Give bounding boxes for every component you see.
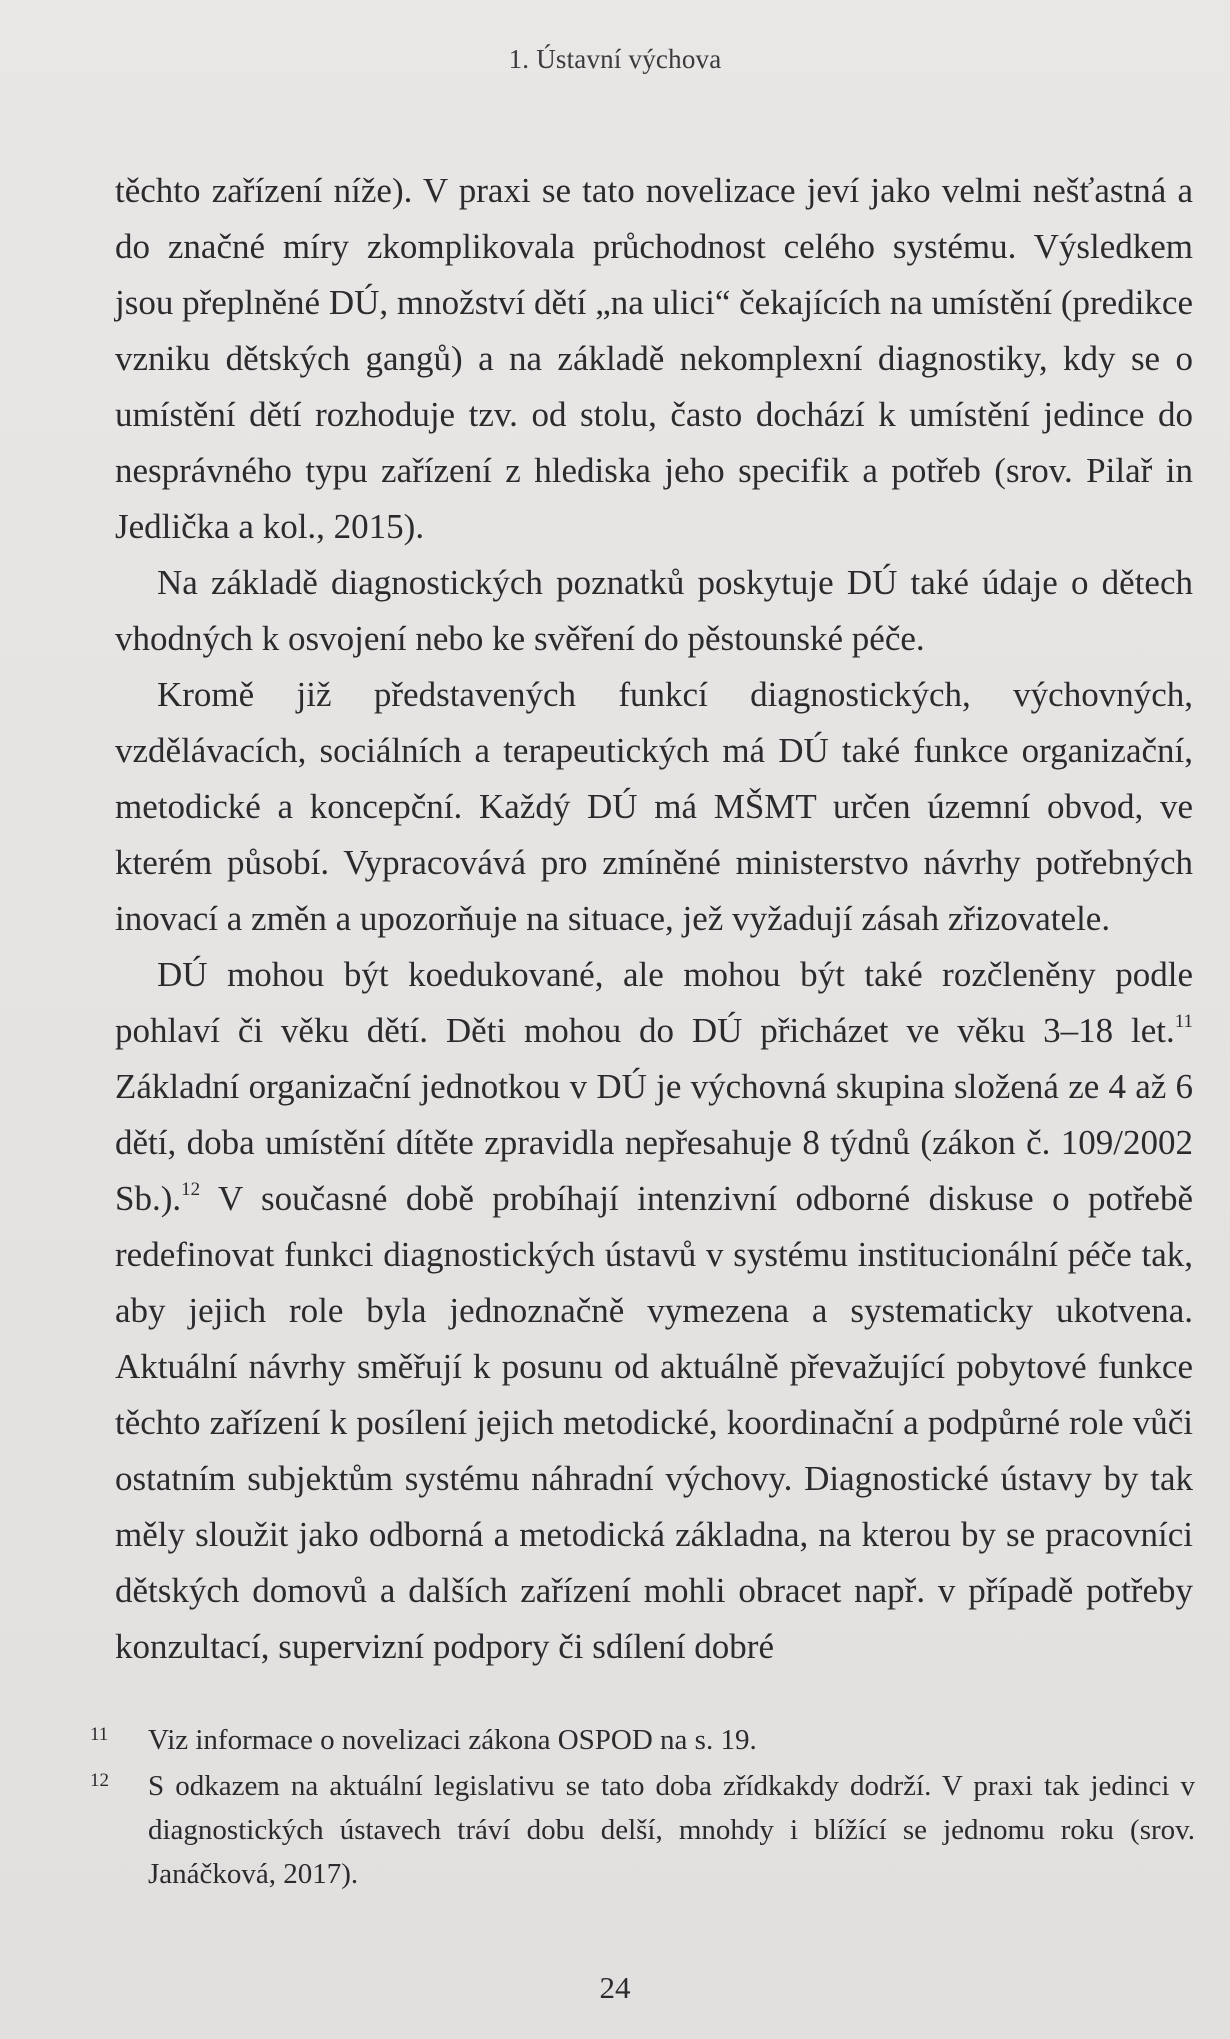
main-text [115, 163, 1193, 1675]
page-number: 24 [599, 1970, 631, 2005]
paragraph-1: těchto zařízení níže). V praxi se tato novelizace jeví jako velmi nešťastná a do značné míry zkomplikovala průchodnost celého systému. Výsledkem jsou přeplněné DÚ, množství dětí „na ulici“ čekajících na umístění (predikce vzniku dětských gangů) a na základě nekomplexní diagnostiky, kdy se o umístění dětí rozhoduje tzv. od stolu, často dochází k umístění jedince do nesprávného typu zařízení z hlediska jeho specifik a potřeb (srov. Pilař in Jedlička a kol., 2015). [115, 171, 1193, 546]
footnote-ref-12: 12 [181, 1179, 201, 1201]
paragraph-4 [115, 947, 1193, 1675]
paragraph-2: Na základě diagnostických poznatků poskytuje DÚ také údaje o dětech vhodných k osvojení nebo ke svěření do pěstounské péče. [115, 563, 1193, 658]
footnote-ref-11: 11 [1174, 1011, 1193, 1033]
footnote-number: 11 [90, 1724, 109, 1745]
paragraph-4-part-c: V současné době probíhají intenzivní odborné diskuse o potřebě redefinovat funkci diagnostických ústavů v systému institucionální péče tak, aby jejich role byla jednoznačně vymezena a systematicky ukotvena. Aktuální návrhy směřují k posunu od aktuálně převažující pobytové funkce těchto zařízení k posílení jejich metodické, koordinační a podpůrné role vůči ostatním subjektům systému náhradní výchovy. Diagnostické ústavy by tak měly sloužit jako odborná a metodická základna, na kterou by se pracovníci dětských domovů a dalších zařízení mohli obracet např. v případě potřeby konzultací, supervizní podpory či sdílení dobré [115, 1179, 1193, 1666]
footnote-11 [90, 1718, 1195, 1762]
footnote-text: S odkazem na aktuální legislativu se tato doba zřídkakdy dodrží. V praxi tak jedinci v diagnostických ústavech tráví dobu delší, mnohdy i blížící se jednomu roku (srov. Janáčková, 2017). [148, 1770, 1195, 1890]
running-header: 1. Ústavní výchova [508, 44, 722, 74]
footnotes [90, 1718, 1195, 1898]
footnote-number: 12 [90, 1770, 109, 1791]
paragraph-4-part-a: DÚ mohou být koedukované, ale mohou být také rozčleněny podle pohlaví či věku dětí. Děti mohou do DÚ přicházet ve věku 3–18 let. [115, 955, 1193, 1050]
footnote-text: Viz informace o novelizaci zákona OSPOD na s. 19. [148, 1724, 757, 1756]
footnote-12 [90, 1764, 1195, 1896]
paragraph-3: Kromě již představených funkcí diagnostických, výchovných, vzdělávacích, sociálních a terapeutických má DÚ také funkce organizační, metodické a koncepční. Každý DÚ má MŠMT určen územní obvod, ve kterém působí. Vypracovává pro zmíněné ministerstvo návrhy potřebných inovací a změn a upozorňuje na situace, jež vyžadují zásah zřizovatele. [115, 675, 1193, 938]
paragraph-4-part-b: Základní organizační jednotkou v DÚ je výchovná skupina složená ze 4 až 6 dětí, doba umístění dítěte zpravidla nepřesahuje 8 týdnů (zákon č. 109/2002 Sb.). [115, 1067, 1193, 1218]
